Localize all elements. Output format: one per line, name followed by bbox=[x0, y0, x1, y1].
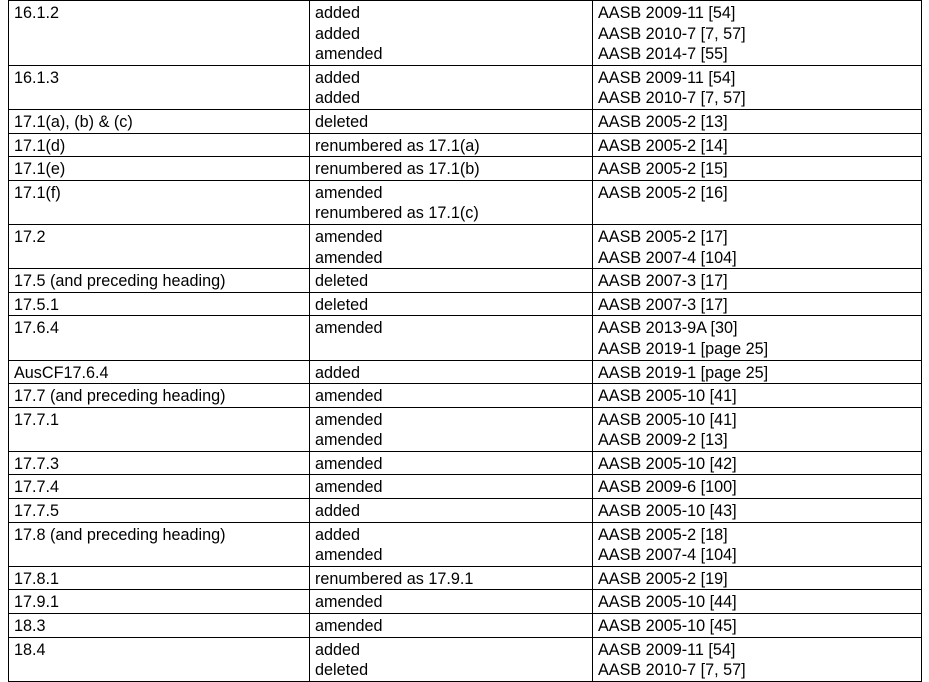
table-row bbox=[9, 451, 922, 475]
source-cell bbox=[593, 109, 922, 133]
paragraph-cell bbox=[9, 451, 310, 475]
source-text: AASB 2005-2 [14] bbox=[598, 136, 728, 155]
table-row bbox=[9, 566, 922, 590]
action-text: amended bbox=[315, 387, 383, 406]
action-text: amended bbox=[315, 593, 383, 612]
source-cell bbox=[593, 157, 922, 181]
source-text: AASB 2005-2 [18] bbox=[598, 525, 728, 544]
paragraph-ref: 17.1(e) bbox=[14, 160, 66, 179]
paragraph-ref: 17.8 (and preceding heading) bbox=[14, 525, 226, 544]
paragraph-ref: 17.1(f) bbox=[14, 183, 61, 202]
table-row bbox=[9, 316, 922, 360]
table-row bbox=[9, 407, 922, 451]
paragraph-cell bbox=[9, 590, 310, 614]
action-cell bbox=[310, 360, 593, 384]
action-cell bbox=[310, 157, 593, 181]
action-text: amended bbox=[315, 617, 383, 636]
table-row bbox=[9, 590, 922, 614]
action-text: amended bbox=[315, 410, 383, 429]
source-text: AASB 2009-11 [54] bbox=[598, 4, 736, 22]
table-row bbox=[9, 384, 922, 408]
paragraph-cell bbox=[9, 384, 310, 408]
action-text: added bbox=[315, 640, 361, 659]
source-text bbox=[598, 203, 917, 224]
action-text: amended bbox=[315, 248, 383, 267]
paragraph-ref: 17.2 bbox=[14, 227, 46, 246]
source-cell bbox=[593, 451, 922, 475]
action-cell bbox=[310, 590, 593, 614]
source-cell bbox=[593, 522, 922, 566]
paragraph-ref: 17.5.1 bbox=[14, 295, 60, 314]
action-text: added bbox=[315, 24, 361, 43]
paragraph-ref: 17.1(a), (b) & (c) bbox=[14, 112, 133, 131]
action-text: amended bbox=[315, 454, 383, 473]
paragraph-cell bbox=[9, 566, 310, 590]
action-text: added bbox=[315, 89, 361, 108]
source-cell bbox=[593, 499, 922, 523]
table-row bbox=[9, 133, 922, 157]
source-text: AASB 2007-4 [104] bbox=[598, 546, 737, 565]
table-row bbox=[9, 360, 922, 384]
table-row bbox=[9, 1, 922, 66]
source-text: AASB 2005-10 [41] bbox=[598, 387, 737, 406]
source-cell bbox=[593, 65, 922, 109]
action-cell bbox=[310, 451, 593, 475]
action-cell bbox=[310, 133, 593, 157]
source-cell bbox=[593, 590, 922, 614]
paragraph-ref: 17.7.5 bbox=[14, 502, 60, 521]
source-text: AASB 2005-2 [15] bbox=[598, 160, 728, 179]
action-cell bbox=[310, 109, 593, 133]
action-text: amended bbox=[315, 546, 383, 565]
source-text: AASB 2019-1 [page 25] bbox=[598, 363, 769, 382]
paragraph-cell bbox=[9, 133, 310, 157]
paragraph-cell bbox=[9, 157, 310, 181]
action-text: added bbox=[315, 4, 361, 22]
paragraph-ref: AusCF17.6.4 bbox=[14, 363, 109, 382]
table-row bbox=[9, 475, 922, 499]
action-cell bbox=[310, 224, 593, 268]
action-text: added bbox=[315, 68, 361, 87]
paragraph-ref: 17.7.4 bbox=[14, 478, 60, 497]
source-text: AASB 2007-4 [104] bbox=[598, 248, 737, 267]
source-text: AASB 2014-7 [55] bbox=[598, 45, 728, 64]
paragraph-ref: 17.8.1 bbox=[14, 569, 60, 588]
paragraph-ref: 17.7.1 bbox=[14, 410, 60, 429]
action-text bbox=[315, 339, 588, 360]
source-text: AASB 2013-9A [30] bbox=[598, 319, 738, 338]
action-text: added bbox=[315, 363, 361, 382]
source-text: AASB 2005-2 [16] bbox=[598, 183, 728, 202]
source-text: AASB 2007-3 [17] bbox=[598, 295, 728, 314]
table-row bbox=[9, 499, 922, 523]
action-cell bbox=[310, 180, 593, 224]
source-cell bbox=[593, 292, 922, 316]
table-row bbox=[9, 65, 922, 109]
amendments-table-body bbox=[9, 1, 922, 682]
action-cell bbox=[310, 384, 593, 408]
action-cell bbox=[310, 522, 593, 566]
action-text: renumbered as 17.1(c) bbox=[315, 204, 479, 223]
paragraph-ref: 16.1.2 bbox=[14, 4, 60, 22]
paragraph-ref: 17.7 (and preceding heading) bbox=[14, 387, 226, 406]
source-text: AASB 2010-7 [7, 57] bbox=[598, 661, 746, 680]
table-row bbox=[9, 180, 922, 224]
paragraph-ref: 17.6.4 bbox=[14, 319, 60, 338]
action-text: amended bbox=[315, 431, 383, 450]
action-text: renumbered as 17.1(b) bbox=[315, 160, 480, 179]
action-text: renumbered as 17.1(a) bbox=[315, 136, 480, 155]
table-row bbox=[9, 522, 922, 566]
paragraph-cell bbox=[9, 180, 310, 224]
table-row bbox=[9, 109, 922, 133]
paragraph-ref: 18.3 bbox=[14, 617, 46, 636]
action-text: deleted bbox=[315, 112, 369, 131]
paragraph-cell bbox=[9, 109, 310, 133]
source-cell bbox=[593, 360, 922, 384]
source-text: AASB 2010-7 [7, 57] bbox=[598, 89, 746, 108]
paragraph-cell bbox=[9, 316, 310, 360]
action-cell bbox=[310, 475, 593, 499]
paragraph-ref: 18.4 bbox=[14, 640, 46, 659]
action-cell bbox=[310, 614, 593, 638]
paragraph-cell bbox=[9, 224, 310, 268]
source-cell bbox=[593, 269, 922, 293]
amendments-table bbox=[8, 0, 922, 682]
action-text: added bbox=[315, 525, 361, 544]
source-cell bbox=[593, 566, 922, 590]
source-text: AASB 2009-6 [100] bbox=[598, 478, 737, 497]
source-text: AASB 2019-1 [page 25] bbox=[598, 339, 769, 358]
source-cell bbox=[593, 614, 922, 638]
source-text: AASB 2009-2 [13] bbox=[598, 431, 728, 450]
source-cell bbox=[593, 180, 922, 224]
paragraph-ref: 17.5 (and preceding heading) bbox=[14, 272, 226, 291]
action-text: deleted bbox=[315, 661, 369, 680]
source-text: AASB 2005-10 [43] bbox=[598, 502, 737, 521]
source-cell bbox=[593, 316, 922, 360]
paragraph-cell bbox=[9, 475, 310, 499]
source-text: AASB 2009-11 [54] bbox=[598, 68, 736, 87]
paragraph-cell bbox=[9, 522, 310, 566]
source-cell bbox=[593, 384, 922, 408]
action-text: amended bbox=[315, 227, 383, 246]
source-text: AASB 2010-7 [7, 57] bbox=[598, 24, 746, 43]
paragraph-cell bbox=[9, 292, 310, 316]
table-row bbox=[9, 157, 922, 181]
source-text: AASB 2009-11 [54] bbox=[598, 640, 736, 659]
action-cell bbox=[310, 316, 593, 360]
paragraph-ref: 17.9.1 bbox=[14, 593, 60, 612]
paragraph-cell bbox=[9, 360, 310, 384]
action-cell bbox=[310, 1, 593, 66]
action-text: amended bbox=[315, 45, 383, 64]
paragraph-cell bbox=[9, 614, 310, 638]
source-text: AASB 2005-10 [44] bbox=[598, 593, 737, 612]
action-cell bbox=[310, 499, 593, 523]
action-text: deleted bbox=[315, 295, 369, 314]
paragraph-ref: 17.1(d) bbox=[14, 136, 66, 155]
source-text: AASB 2005-2 [19] bbox=[598, 569, 728, 588]
paragraph-cell bbox=[9, 65, 310, 109]
paragraph-cell bbox=[9, 407, 310, 451]
action-text: amended bbox=[315, 478, 383, 497]
action-text: amended bbox=[315, 183, 383, 202]
paragraph-cell bbox=[9, 269, 310, 293]
source-text: AASB 2005-10 [41] bbox=[598, 410, 737, 429]
source-cell bbox=[593, 133, 922, 157]
action-text: amended bbox=[315, 319, 383, 338]
source-text: AASB 2007-3 [17] bbox=[598, 272, 728, 291]
action-text: deleted bbox=[315, 272, 369, 291]
source-cell bbox=[593, 224, 922, 268]
action-cell bbox=[310, 407, 593, 451]
source-cell bbox=[593, 1, 922, 66]
source-text: AASB 2005-10 [45] bbox=[598, 617, 737, 636]
paragraph-cell bbox=[9, 499, 310, 523]
table-row bbox=[9, 224, 922, 268]
source-cell bbox=[593, 475, 922, 499]
action-cell bbox=[310, 65, 593, 109]
table-row bbox=[9, 269, 922, 293]
paragraph-ref: 16.1.3 bbox=[14, 68, 60, 87]
action-text: renumbered as 17.9.1 bbox=[315, 569, 474, 588]
action-cell bbox=[310, 269, 593, 293]
source-text: AASB 2005-10 [42] bbox=[598, 454, 737, 473]
action-cell bbox=[310, 566, 593, 590]
source-text: AASB 2005-2 [13] bbox=[598, 112, 728, 131]
source-text: AASB 2005-2 [17] bbox=[598, 227, 728, 246]
action-cell bbox=[310, 292, 593, 316]
action-text: added bbox=[315, 502, 361, 521]
paragraph-ref: 17.7.3 bbox=[14, 454, 60, 473]
paragraph-cell bbox=[9, 1, 310, 66]
table-row bbox=[9, 614, 922, 638]
source-cell bbox=[593, 407, 922, 451]
table-row bbox=[9, 292, 922, 316]
